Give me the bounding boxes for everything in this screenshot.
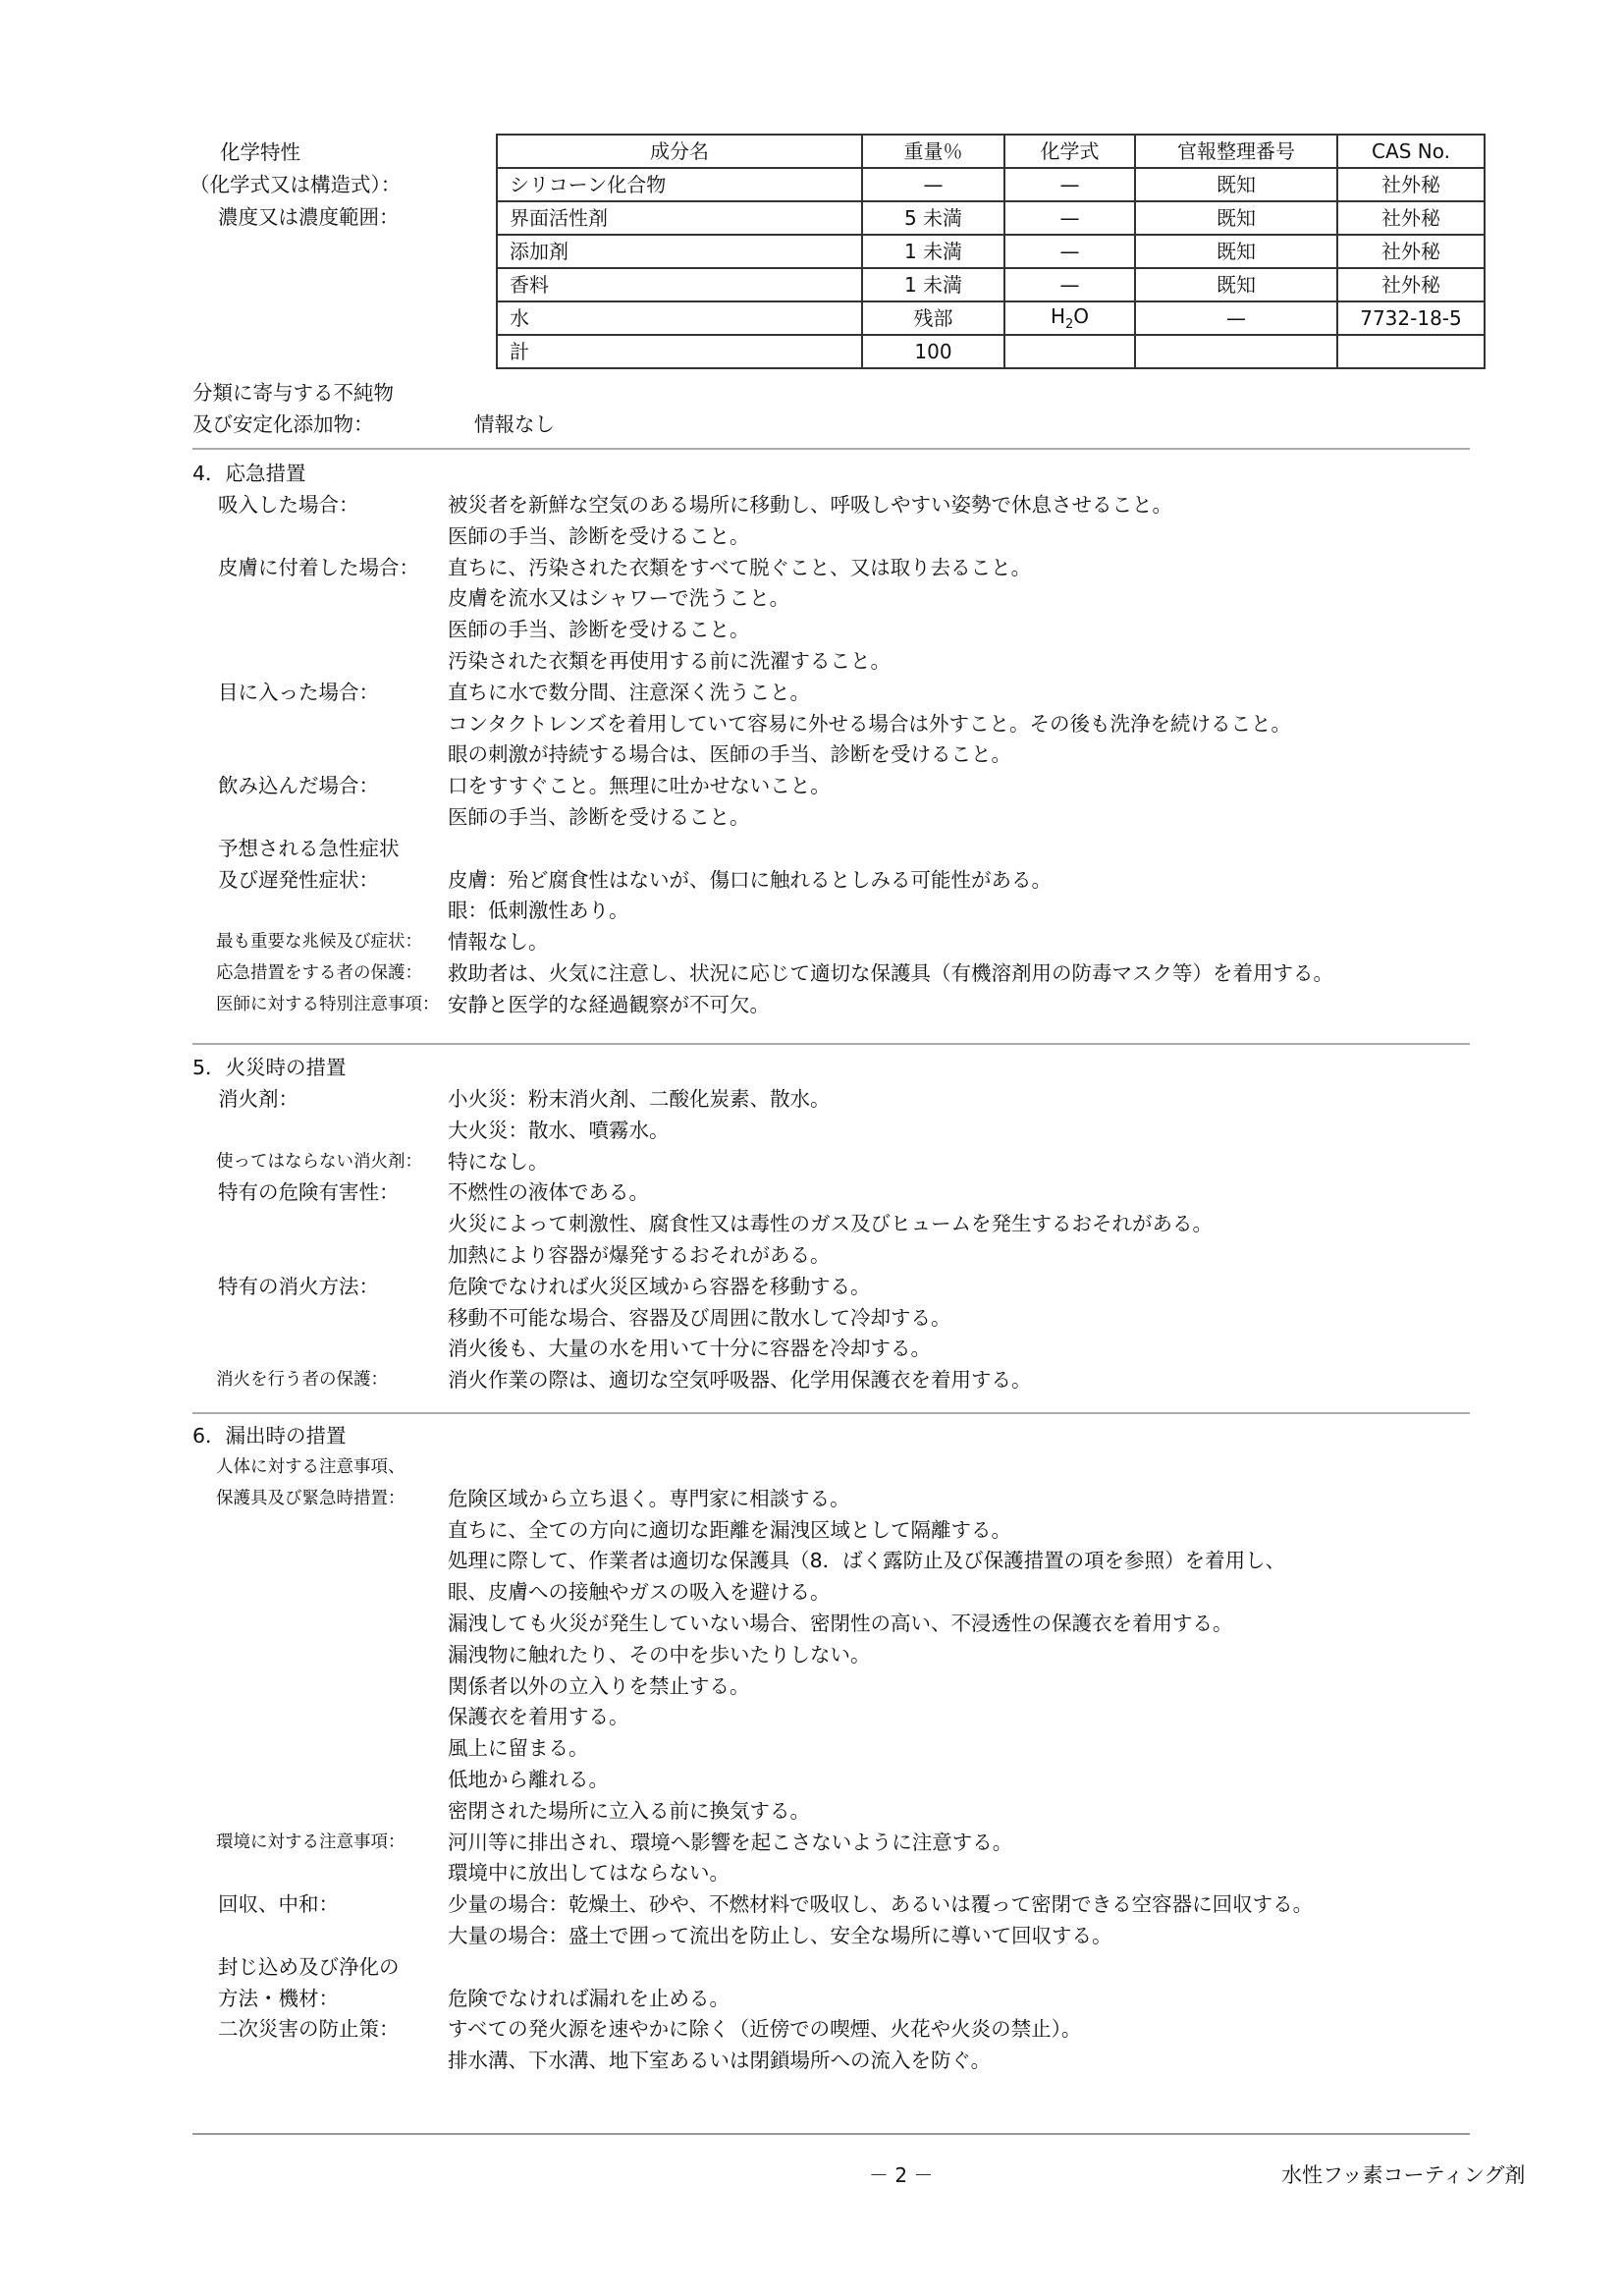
cell-gazette: — (1135, 301, 1337, 335)
item-text-line: 消火後も、大量の水を用いて十分に容器を冷却する。 (448, 1337, 931, 1361)
item-text-line: 情報なし。 (448, 930, 549, 955)
item-text-line: 皮膚：殆ど腐食性はないが、傷口に触れるとしみる可能性がある。 (448, 867, 1052, 892)
item-text-line: 汚染された衣類を再使用する前に洗濯すること。 (448, 649, 891, 673)
section-5-title: 5．火災時の措置 (192, 1056, 347, 1079)
item-text-line: 眼の刺激が持続する場合は、医師の手当、診断を受けること。 (448, 742, 1011, 767)
item-label: 予想される急性症状 (218, 836, 400, 860)
cell-name: 水 (497, 301, 862, 335)
formula-sub: 2 (1065, 316, 1074, 332)
table-row (497, 201, 1485, 235)
cell-gazette: 既知 (1135, 201, 1337, 235)
section-6-title: 6．漏出時の措置 (192, 1424, 347, 1448)
footer-divider (192, 2133, 1470, 2135)
cell-cas: 社外秘 (1337, 201, 1485, 235)
item-label: 特有の危険有害性： (218, 1180, 400, 1205)
cell-name: 香料 (497, 268, 862, 301)
cell-cas: 社外秘 (1337, 168, 1485, 201)
cell-formula (1004, 335, 1135, 368)
divider (192, 1412, 1470, 1414)
cell-formula (1004, 301, 1135, 335)
item-label: 消火を行う者の保護： (216, 1370, 388, 1391)
cell-cas: 7732-18-5 (1337, 301, 1485, 335)
composition-label-1: 化学特性 (220, 140, 300, 164)
item-text-line: 処理に際して、作業者は適切な保護具（8．ばく露防止及び保護措置の項を参照）を着用し、 (448, 1549, 1286, 1573)
item-text-line: 皮膚を流水又はシャワーで洗うこと。 (448, 586, 790, 611)
item-text-line: 医師の手当、診断を受けること。 (448, 618, 750, 642)
cell-name: 添加剤 (497, 235, 862, 268)
item-text-line: 直ちに水で数分間、注意深く洗うこと。 (448, 680, 810, 704)
cell-gazette: 既知 (1135, 168, 1337, 201)
item-text-line: 眼、皮膚への接触やガスの吸入を避ける。 (448, 1580, 831, 1605)
item-text-line: 医師の手当、診断を受けること。 (448, 805, 750, 829)
formula-h: H (1050, 303, 1065, 328)
table-row (497, 168, 1485, 201)
item-text-line: 排水溝、下水溝、地下室あるいは閉鎖場所への流入を防ぐ。 (448, 2049, 992, 2073)
impurities-label-1: 分類に寄与する不純物 (192, 381, 394, 405)
cell-gazette: 既知 (1135, 235, 1337, 268)
header-name: 成分名 (497, 135, 862, 168)
item-text-line: 火災によって刺激性、腐食性又は毒性のガス及びヒュームを発生するおそれがある。 (448, 1212, 1213, 1236)
item-text-line: 眼：低刺激性あり。 (448, 899, 629, 923)
cell-gazette: 既知 (1135, 268, 1337, 301)
item-label: 皮膚に付着した場合： (218, 555, 419, 579)
item-text-line: コンタクトレンズを着用していて容易に外せる場合は外すこと。その後も洗浄を続けること。 (448, 711, 1292, 736)
item-text-line: 大量の場合：盛土で囲って流出を防止し、安全な場所に導いて回収する。 (448, 1924, 1112, 1947)
header-formula: 化学式 (1004, 135, 1135, 168)
divider (192, 448, 1470, 450)
table-row (497, 235, 1485, 268)
page-number: － 2 － (869, 2163, 934, 2187)
item-label: 環境に対する注意事項： (216, 1831, 406, 1852)
item-text-line: 危険区域から立ち退く。専門家に相談する。 (448, 1486, 850, 1510)
item-label: 消火剤： (218, 1087, 298, 1111)
item-text-line: 少量の場合：乾燥土、砂や、不燃材料で吸収し、あるいは覆って密閉できる空容器に回収する。 (448, 1892, 1314, 1917)
item-label: 応急措置をする者の保護： (216, 963, 422, 983)
cell-formula: — (1004, 201, 1135, 235)
item-text-line: 移動不可能な場合、容器及び周囲に散水して冷却する。 (448, 1305, 951, 1330)
item-text-line: 口をすすぐこと。無理に吐かせないこと。 (448, 774, 831, 798)
item-text-line: 不燃性の液体である。 (448, 1180, 649, 1205)
item-text-line: 密閉された場所に立入る前に換気する。 (448, 1798, 810, 1823)
item-text-line: 大火災：散水、噴霧水。 (448, 1118, 670, 1142)
cell-cas (1337, 335, 1485, 368)
cell-weight: 100 (862, 335, 1004, 368)
item-text-line: 低地から離れる。 (448, 1768, 609, 1791)
item-text-line: 被災者を新鮮な空気のある場所に移動し、呼吸しやすい姿勢で休息させること。 (448, 493, 1172, 517)
item-text-line: 漏洩しても火災が発生していない場合、密閉性の高い、不浸透性の保護衣を着用する。 (448, 1612, 1233, 1635)
item-label: 飲み込んだ場合： (218, 774, 379, 798)
item-label: 回収、中和： (218, 1892, 339, 1917)
item-label: 保護具及び緊急時措置： (216, 1488, 406, 1508)
item-label: 封じ込め及び浄化の (218, 1954, 400, 1979)
table-row (497, 301, 1485, 335)
item-label: 最も重要な兆候及び症状： (216, 932, 422, 953)
item-text-line: 漏洩物に触れたり、その中を歩いたりしない。 (448, 1642, 871, 1667)
item-text-line: すべての発火源を速やかに除く（近傍での喫煙、火花や火炎の禁止）。 (448, 2017, 1082, 2042)
cell-formula: — (1004, 235, 1135, 268)
cell-weight: 1 未満 (862, 268, 1004, 301)
item-label: 及び遅発性症状： (218, 867, 379, 892)
item-text-line: 危険でなければ火災区域から容器を移動する。 (448, 1274, 871, 1298)
cell-weight: 5 未満 (862, 201, 1004, 235)
cell-weight: 残部 (862, 301, 1004, 335)
cell-formula: — (1004, 168, 1135, 201)
cell-weight: 1 未満 (862, 235, 1004, 268)
item-text-line: 直ちに、全ての方向に適切な距離を漏洩区域として隔離する。 (448, 1517, 1011, 1542)
item-label: 人体に対する注意事項、 (216, 1457, 406, 1477)
divider (192, 1043, 1470, 1045)
product-name: 水性フッ素コーティング剤 (1281, 2163, 1526, 2187)
item-label: 目に入った場合： (218, 680, 379, 704)
table-row (497, 335, 1485, 368)
item-text-line: 小火災：粉末消火剤、二酸化炭素、散水。 (448, 1087, 831, 1111)
item-label: 医師に対する特別注意事項： (216, 994, 440, 1014)
item-text-line: 保護衣を着用する。 (448, 1705, 629, 1729)
item-text-line: 風上に留まる。 (448, 1736, 589, 1761)
item-text-line: 危険でなければ漏れを止める。 (448, 1986, 730, 2010)
item-text-line: 環境中に放出してはならない。 (448, 1861, 730, 1886)
table-row (497, 268, 1485, 301)
formula-o: O (1073, 303, 1090, 328)
cell-name: 計 (497, 335, 862, 368)
cell-name: シリコーン化合物 (497, 168, 862, 201)
item-label: 方法・機材： (218, 1986, 339, 2010)
item-text-line: 河川等に排出され、環境へ影響を起こさないように注意する。 (448, 1830, 1013, 1854)
header-gazette-no: 官報整理番号 (1135, 135, 1337, 168)
cell-cas: 社外秘 (1337, 235, 1485, 268)
cell-name: 界面活性剤 (497, 201, 862, 235)
item-label: 特有の消火方法： (218, 1274, 379, 1298)
header-weight: 重量％ (862, 135, 1004, 168)
cell-weight: — (862, 168, 1004, 201)
item-text-line: 医師の手当、診断を受けること。 (448, 523, 750, 548)
header-cas: CAS No. (1337, 135, 1485, 168)
impurities-value: 情報なし (474, 412, 555, 436)
item-text-line: 特になし。 (448, 1149, 549, 1174)
composition-table (496, 134, 1486, 369)
item-text-line: 直ちに、汚染された衣類をすべて脱ぐこと、又は取り去ること。 (448, 555, 1032, 579)
composition-label-2: （化学式又は構造式）： (189, 173, 402, 196)
cell-cas: 社外秘 (1337, 268, 1485, 301)
item-label: 二次災害の防止策： (218, 2017, 400, 2042)
impurities-label-2: 及び安定化添加物： (192, 412, 374, 436)
section-4-title: 4．応急措置 (192, 462, 306, 485)
composition-label-3: 濃度又は濃度範囲： (218, 205, 400, 229)
table-header-row (497, 135, 1485, 168)
item-text-line: 救助者は、火気に注意し、状況に応じて適切な保護具（有機溶剤用の防毒マスク等）を着用する。 (448, 961, 1333, 985)
item-label: 使ってはならない消火剤： (216, 1151, 422, 1172)
item-text-line: 消火作業の際は、適切な空気呼吸器、化学用保護衣を着用する。 (448, 1368, 1032, 1393)
item-text-line: 安静と医学的な経過観察が不可欠。 (448, 992, 770, 1016)
cell-formula: — (1004, 268, 1135, 301)
item-label: 吸入した場合： (218, 493, 359, 517)
item-text-line: 加熱により容器が爆発するおそれがある。 (448, 1243, 831, 1267)
item-text-line: 関係者以外の立入りを禁止する。 (448, 1673, 750, 1698)
cell-gazette (1135, 335, 1337, 368)
